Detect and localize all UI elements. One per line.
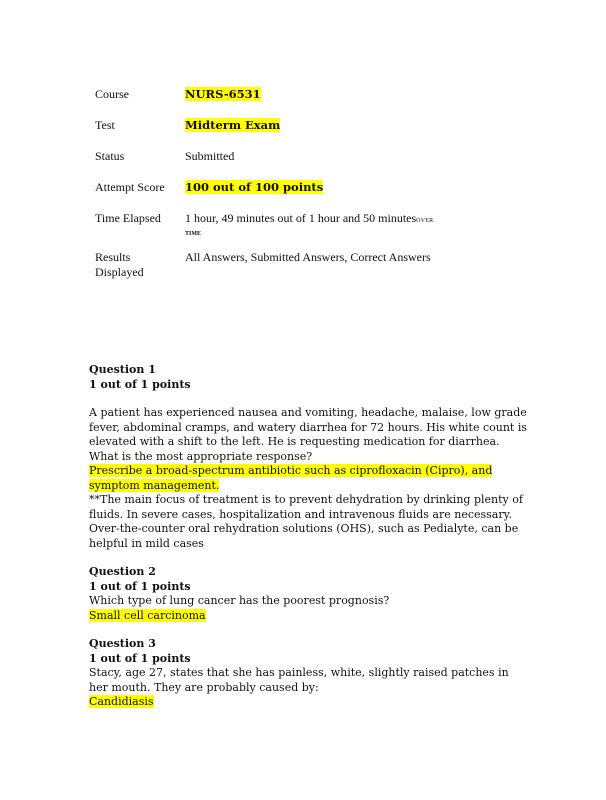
course-row [95,87,433,118]
test-label: Test [95,118,115,132]
correct-answer: Candidiasis [89,695,154,708]
question-title: Question 3 [89,637,156,650]
results-label-1: Results [95,250,131,264]
question-points: 1 out of 1 points [89,579,191,593]
question-1 [89,363,529,551]
answer-rationale: **The main focus of treatment is to prevent dehydration by drinking plenty of fluids. In severe cases, hospitalization and intravenous fluids are necessary. Over-the-counter oral rehydration solutions (OHS), such as Pedialyte, can be helpful in mild cases [89,493,523,550]
time-row [95,211,433,250]
results-label-2: Displayed [95,265,144,279]
correct-answer: Prescribe a broad-spectrum antibiotic such as ciprofloxacin (Cipro), and symptom management. [89,464,493,492]
question-list [89,363,529,710]
test-row [95,118,433,149]
status-row [95,149,433,180]
score-row [95,180,433,211]
question-title: Question 2 [89,565,156,578]
time-time: TIME [185,231,202,237]
question-points: 1 out of 1 points [89,651,191,665]
time-value: 1 hour, 49 minutes out of 1 hour and 50 minutes [185,211,417,225]
question-2 [89,565,529,623]
question-points: 1 out of 1 points [89,377,191,391]
status-label: Status [95,149,125,163]
test-value: Midterm Exam [185,118,281,132]
status-value: Submitted [185,149,235,163]
question-3 [89,637,529,710]
score-value: 100 out of 100 points [185,180,324,194]
course-value: NURS-6531 [185,87,261,101]
correct-answer: Small cell carcinoma [89,608,206,622]
time-label: Time Elapsed [95,211,161,225]
time-over: OVER [416,218,434,224]
results-row [95,250,433,280]
question-text: A patient has experienced nausea and vomiting, headache, malaise, low grade fever, abdominal cramps, and watery diarrhea for 72 hours. His white count is elevated with a shift to the left. He is requesting medication for diarrhea. What is the most appropriate response? [89,406,528,463]
question-title: Question 1 [89,363,156,376]
attempt-summary [95,87,433,280]
course-label: Course [95,87,129,101]
question-text: Which type of lung cancer has the poorest prognosis? [89,594,390,607]
question-text: Stacy, age 27, states that she has painless, white, slightly raised patches in her mouth. They are probably caused by: [89,666,509,694]
score-label: Attempt Score [95,180,165,194]
results-value: All Answers, Submitted Answers, Correct Answers [185,250,431,264]
